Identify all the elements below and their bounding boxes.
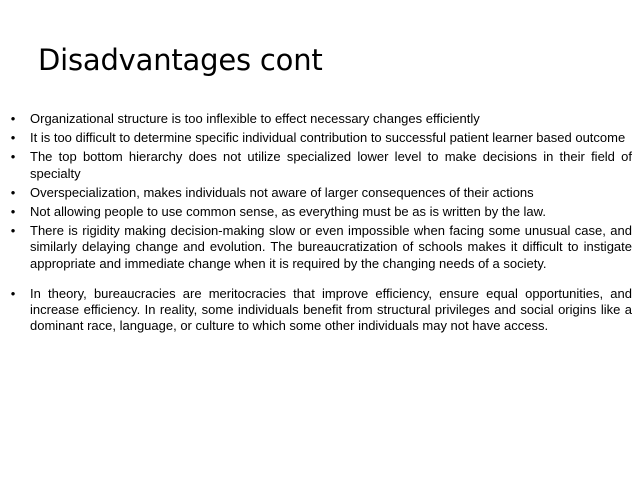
bullet-dot-icon: • xyxy=(10,285,16,301)
bullet-dot-icon: • xyxy=(10,149,16,165)
bullet-text: It is too difficult to determine specific individual contribution to successful patient learner based outcome xyxy=(30,130,626,146)
bullet-dot-icon: • xyxy=(10,130,16,146)
bullet-item xyxy=(8,185,632,201)
slide-title: Disadvantages cont xyxy=(38,43,323,77)
bullet-text: In theory, bureaucracies are meritocracies that improve efficiency, ensure equal opportunities, and increase efficiency. In reality, some individuals benefit from structural privileges and social origins like a dominant race, language, or culture to which some other individuals may not have access. xyxy=(30,285,632,334)
bullet-dot-icon: • xyxy=(10,223,16,239)
bullet-item xyxy=(8,130,632,146)
bullet-item xyxy=(8,111,632,127)
bullet-dot-icon: • xyxy=(10,111,16,126)
bullet-dot-icon: • xyxy=(10,204,16,220)
bullet-item xyxy=(8,223,632,272)
bullet-dot-icon: • xyxy=(10,184,16,200)
bullet-text: The top bottom hierarchy does not utilize specialized lower level to make decisions in their field of specialty xyxy=(30,149,632,181)
bullet-item xyxy=(8,149,632,181)
bullet-list xyxy=(8,111,632,337)
bullet-text: There is rigidity making decision-making slow or even impossible when facing some unusual case, and similarly delaying change and evolution. The bureaucratization of schools makes it difficult to instigate appropriate and immediate change when it is required by the changing needs of a society. xyxy=(30,223,632,271)
bullet-text: Not allowing people to use common sense, as everything must be as is written by the law. xyxy=(30,204,546,220)
bullet-item xyxy=(8,286,632,335)
bullet-text: Organizational structure is too inflexible to effect necessary changes efficiently xyxy=(30,111,480,126)
bullet-text: Overspecialization, makes individuals not aware of larger consequences of their actions xyxy=(30,184,534,200)
bullet-item xyxy=(8,204,632,220)
